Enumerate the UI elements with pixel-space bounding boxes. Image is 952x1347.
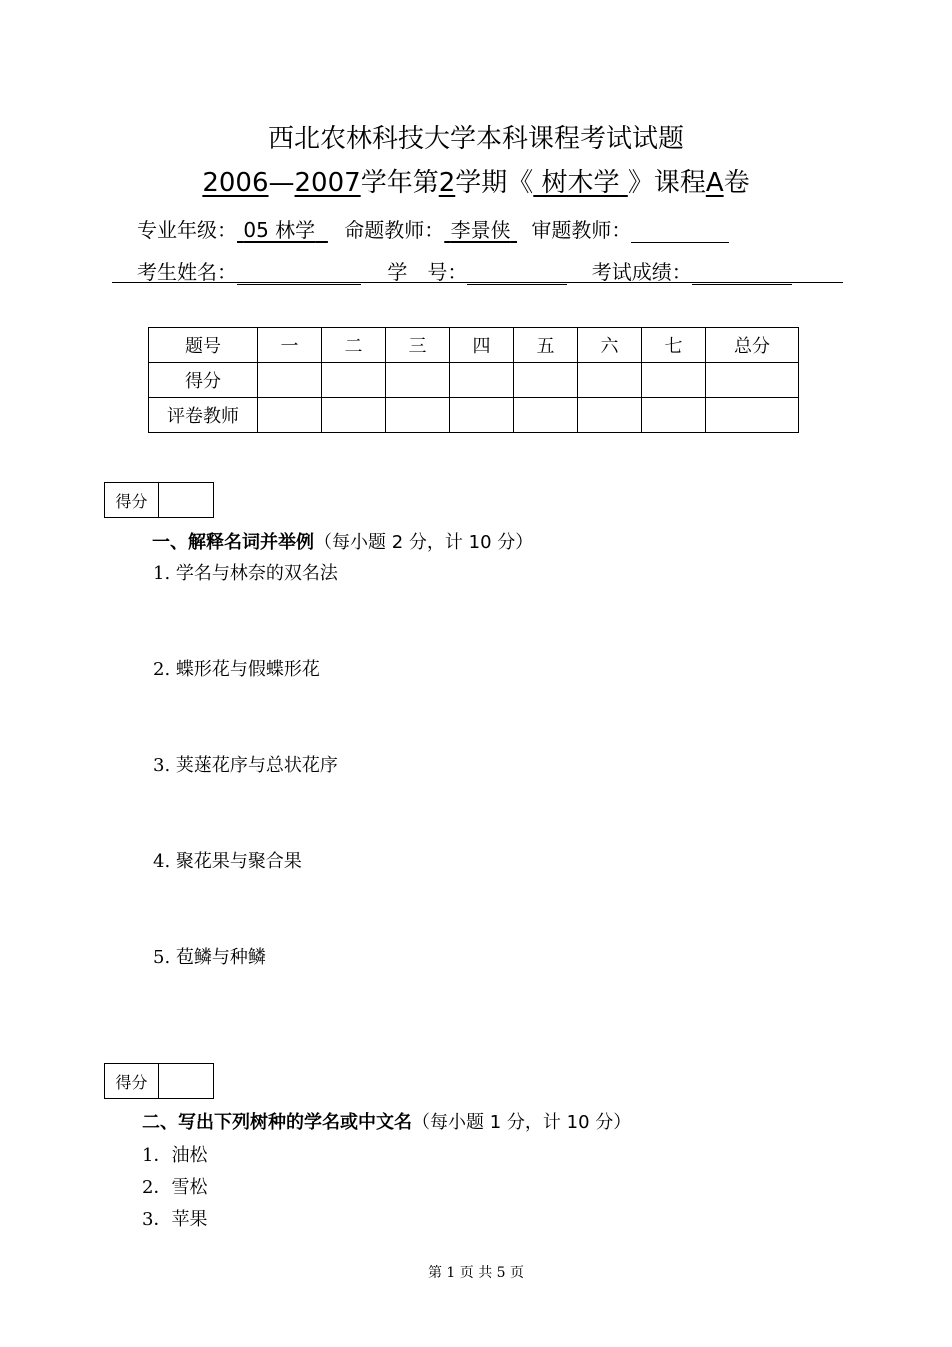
row-label: 评卷教师 <box>149 398 258 433</box>
score-box-value[interactable] <box>159 1064 213 1098</box>
reviewer-label: 审题教师： <box>531 218 632 242</box>
grader-cell[interactable] <box>258 398 322 433</box>
header-divider <box>112 282 843 283</box>
grader-cell[interactable] <box>322 398 386 433</box>
grade-label: 考试成绩： <box>591 260 692 284</box>
row-label: 得分 <box>149 363 258 398</box>
major-value: 05 林学 <box>243 218 316 242</box>
meta-row-1 <box>137 214 729 243</box>
grader-cell[interactable] <box>450 398 514 433</box>
score-cell[interactable] <box>386 363 450 398</box>
score-row <box>149 363 799 398</box>
header-cell: 题号 <box>149 328 258 363</box>
setter-label: 命题教师： <box>344 218 445 242</box>
year-end: 2007 <box>294 168 361 198</box>
reviewer-blank[interactable] <box>631 222 729 243</box>
score-cell[interactable] <box>258 363 322 398</box>
id-label: 学 号： <box>387 260 468 284</box>
header-cell: 总分 <box>706 328 799 363</box>
text-course: 》课程 <box>627 168 706 198</box>
grader-cell[interactable] <box>578 398 642 433</box>
grader-cell[interactable] <box>642 398 706 433</box>
list-item: 2．雪松 <box>142 1177 208 1198</box>
text-paper: 卷 <box>723 168 750 198</box>
year-sep: — <box>268 168 295 198</box>
score-box-label: 得分 <box>105 1064 159 1098</box>
grader-row <box>149 398 799 433</box>
header-cell: 五 <box>514 328 578 363</box>
section1-title: 一、解释名词并举例 <box>152 532 314 553</box>
header-cell: 四 <box>450 328 514 363</box>
course-name: 树木学 <box>541 168 620 198</box>
list-item: 4. 聚花果与聚合果 <box>153 851 302 872</box>
score-cell[interactable] <box>514 363 578 398</box>
grader-cell[interactable] <box>386 398 450 433</box>
meta-row-2 <box>137 256 792 285</box>
list-item: 1．油松 <box>142 1145 208 1166</box>
page-number: 第 1 页 共 5 页 <box>427 1265 525 1281</box>
score-cell[interactable] <box>706 363 799 398</box>
text-semester: 学期《 <box>455 168 534 198</box>
list-item: 3．苹果 <box>142 1209 208 1230</box>
header-cell: 二 <box>322 328 386 363</box>
score-cell[interactable] <box>642 363 706 398</box>
header-cell: 七 <box>642 328 706 363</box>
setter-value: 李景侠 <box>450 218 511 242</box>
section1-note: （每小题 2 分，计 10 分） <box>314 532 534 553</box>
list-item: 1. 学名与林奈的双名法 <box>153 563 338 584</box>
list-item: 2. 蝶形花与假蝶形花 <box>153 659 320 680</box>
grader-cell[interactable] <box>706 398 799 433</box>
list-item: 5. 苞鳞与种鳞 <box>153 947 266 968</box>
student-label: 考生姓名： <box>137 260 237 284</box>
section2-score-box <box>104 1063 214 1099</box>
header-cell: 六 <box>578 328 642 363</box>
score-cell[interactable] <box>450 363 514 398</box>
score-table-header <box>149 328 799 363</box>
score-box-label: 得分 <box>105 483 159 517</box>
major-label: 专业年级： <box>137 218 237 242</box>
list-item: 3. 荚蒾花序与总状花序 <box>153 755 338 776</box>
score-box-value[interactable] <box>159 483 213 517</box>
section2-heading <box>142 1108 631 1134</box>
exam-subtitle <box>0 162 952 199</box>
score-cell[interactable] <box>578 363 642 398</box>
semester: 2 <box>438 168 456 198</box>
exam-title: 西北农林科技大学本科课程考试试题 <box>267 124 684 154</box>
section2-note: （每小题 1 分，计 10 分） <box>412 1112 632 1133</box>
header-cell: 一 <box>258 328 322 363</box>
section1-score-box <box>104 482 214 518</box>
year-start: 2006 <box>202 168 269 198</box>
section2-title: 二、写出下列树种的学名或中文名 <box>142 1112 412 1133</box>
score-cell[interactable] <box>322 363 386 398</box>
text-year: 学年第 <box>360 168 439 198</box>
section1-heading <box>152 528 533 554</box>
grader-cell[interactable] <box>514 398 578 433</box>
score-table <box>148 327 799 433</box>
header-cell: 三 <box>386 328 450 363</box>
paper-type: A <box>705 168 724 198</box>
